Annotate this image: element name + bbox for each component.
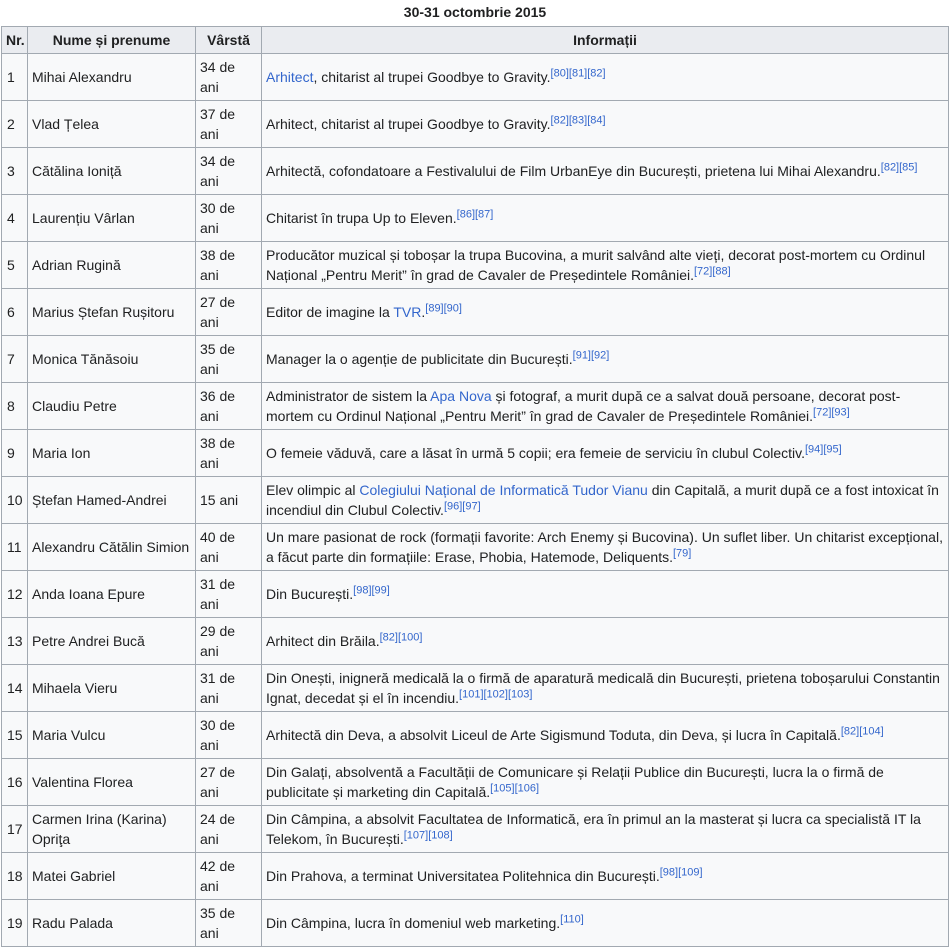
cell-nr: 17 (2, 806, 28, 853)
cell-age: 34 de ani (196, 148, 262, 195)
reference-note (457, 208, 494, 220)
table-row (2, 148, 949, 195)
table-body (2, 54, 949, 947)
reference-note (551, 67, 606, 79)
cell-nr: 4 (2, 195, 28, 242)
table-caption: 30-31 octombrie 2015 (403, 4, 547, 20)
cell-nr: 3 (2, 148, 28, 195)
info-text: Din Onești, inigneră medicală la o firmă de aparatură medicală din București, prietena toboșarului Constantin Ignat, decedat și el în incendiu. (266, 670, 940, 706)
reference-note (881, 161, 918, 173)
cell-age: 31 de ani (196, 665, 262, 712)
reference-note (573, 349, 610, 361)
cell-info (262, 383, 949, 430)
reference-note (660, 866, 703, 878)
cell-age: 27 de ani (196, 289, 262, 336)
cell-name: Alexandru Cătălin Simion (28, 524, 196, 571)
reference-note (673, 547, 691, 559)
reference-link[interactable]: [79] (673, 547, 692, 560)
reference-link[interactable]: [82][100] (379, 631, 423, 644)
info-text: Din Câmpina, a absolvit Facultatea de Informatică, era în primul an la masterat și lucra ca specialistă IT la Telekom, în București. (266, 811, 921, 847)
header-row (2, 27, 949, 54)
info-text: Din Galați, absolventă a Facultății de Comunicare și Relații Publice din București, lucra la o firmă de publicitate și marketing din Capitală. (266, 764, 884, 800)
header-age: Vârstă (196, 27, 262, 54)
table-row (2, 524, 949, 571)
cell-nr: 9 (2, 430, 28, 477)
info-text: Din Prahova, a terminat Universitatea Politehnica din București. (266, 868, 660, 884)
info-text: Arhitect, chitarist al trupei Goodbye to Gravity. (266, 116, 551, 132)
table-row (2, 759, 949, 806)
table-row (2, 289, 949, 336)
cell-name: Valentina Florea (28, 759, 196, 806)
cell-age: 36 de ani (196, 383, 262, 430)
reference-link[interactable]: [110] (560, 913, 584, 926)
cell-name: Maria Ion (28, 430, 196, 477)
reference-link[interactable]: [101][102][103] (459, 688, 533, 701)
cell-nr: 11 (2, 524, 28, 571)
reference-link[interactable]: [82][85] (880, 161, 918, 174)
cell-info (262, 477, 949, 524)
reference-link[interactable]: [98][99] (353, 584, 390, 597)
cell-nr: 2 (2, 101, 28, 148)
cell-age: 34 de ani (196, 54, 262, 101)
cell-nr: 13 (2, 618, 28, 665)
table-row (2, 383, 949, 430)
cell-info (262, 430, 949, 477)
cell-name: Marius Ștefan Rușitoru (28, 289, 196, 336)
table-row (2, 477, 949, 524)
cell-nr: 6 (2, 289, 28, 336)
cell-nr: 19 (2, 900, 28, 947)
reference-link[interactable]: [86][87] (456, 208, 494, 221)
reference-link[interactable]: [89][90] (425, 302, 462, 315)
info-link[interactable]: TVR (393, 304, 422, 320)
info-link[interactable]: Apa Nova (430, 388, 492, 404)
table-row (2, 853, 949, 900)
info-text: Manager la o agenție de publicitate din București. (266, 351, 573, 367)
reference-link[interactable]: [80][81][82] (550, 67, 606, 80)
reference-note (841, 725, 884, 737)
cell-age: 24 de ani (196, 806, 262, 853)
cell-info (262, 101, 949, 148)
cell-nr: 16 (2, 759, 28, 806)
cell-info (262, 148, 949, 195)
cell-age: 35 de ani (196, 900, 262, 947)
cell-nr: 18 (2, 853, 28, 900)
reference-link[interactable]: [72][88] (694, 265, 731, 278)
cell-nr: 12 (2, 571, 28, 618)
cell-age: 31 de ani (196, 571, 262, 618)
table-row (2, 618, 949, 665)
cell-age: 37 de ani (196, 101, 262, 148)
victims-table (1, 0, 949, 947)
info-text: și fotograf, a murit după ce a salvat două persoane, decorat post-mortem cu Ordinul Național „Pentru Merit” în grad de Cavaler de Președintele României. (266, 388, 901, 424)
header-name: Nume și prenume (28, 27, 196, 54)
cell-age: 29 de ani (196, 618, 262, 665)
cell-info (262, 853, 949, 900)
reference-link[interactable]: [94][95] (805, 443, 842, 456)
cell-age: 40 de ani (196, 524, 262, 571)
info-text: Chitarist în trupa Up to Eleven. (266, 210, 457, 226)
cell-age: 35 de ani (196, 336, 262, 383)
reference-note (353, 584, 390, 596)
info-text: Producător muzical și toboșar la trupa Bucovina, a murit salvând alte vieți, decorat post-mortem cu Ordinul Național „Pentru Merit” în grad de Cavaler de Președintele României. (266, 247, 926, 283)
info-text: Arhitect din Brăila. (266, 633, 380, 649)
reference-note (560, 913, 584, 925)
cell-name: Mihaela Vieru (28, 665, 196, 712)
cell-age: 38 de ani (196, 430, 262, 477)
cell-age: 42 de ani (196, 853, 262, 900)
table-row (2, 571, 949, 618)
reference-link[interactable]: [82][104] (840, 725, 884, 738)
cell-name: Mihai Alexandru (28, 54, 196, 101)
info-text: Arhitectă, cofondatoare a Festivalului de Film UrbanEye din București, prietena lui Mihai Alexandru. (266, 163, 881, 179)
cell-info (262, 618, 949, 665)
cell-name: Claudiu Petre (28, 383, 196, 430)
cell-nr: 10 (2, 477, 28, 524)
cell-age: 38 de ani (196, 242, 262, 289)
cell-name: Monica Tănăsoiu (28, 336, 196, 383)
table-row (2, 101, 949, 148)
reference-note (404, 829, 453, 841)
table-row (2, 806, 949, 853)
cell-name: Laurențiu Vârlan (28, 195, 196, 242)
cell-info (262, 759, 949, 806)
info-text: din Capitală, a murit după ce a fost intoxicat în incendiul din Clubul Colectiv. (266, 482, 939, 518)
info-link[interactable]: Colegiului Național de Informatică Tudor Vianu (359, 482, 648, 498)
cell-age: 30 de ani (196, 195, 262, 242)
cell-nr: 8 (2, 383, 28, 430)
info-text: , chitarist al trupei Goodbye to Gravity. (313, 69, 551, 85)
cell-nr: 1 (2, 54, 28, 101)
cell-name: Anda Ioana Epure (28, 571, 196, 618)
table-row (2, 900, 949, 947)
cell-name: Radu Palada (28, 900, 196, 947)
info-text: Editor de imagine la (266, 304, 394, 320)
cell-name: Cătălina Ioniță (28, 148, 196, 195)
reference-note (380, 631, 423, 643)
cell-info (262, 195, 949, 242)
cell-name: Maria Vulcu (28, 712, 196, 759)
cell-info (262, 54, 949, 101)
cell-name: Adrian Rugină (28, 242, 196, 289)
info-text: Arhitectă din Deva, a absolvit Liceul de Arte Sigismund Toduta, din Deva, și lucra în Capitală. (266, 727, 841, 743)
info-text: Elev olimpic al (266, 482, 360, 498)
cell-info (262, 242, 949, 289)
reference-link[interactable]: [98][109] (659, 866, 703, 879)
info-text: Din Câmpina, lucra în domeniul web marketing. (266, 915, 561, 931)
table-row (2, 665, 949, 712)
info-text: Un mare pasionat de rock (formații favorite: Arch Enemy și Bucovina). Un suflet liber. Un chitarist excepțional, a făcut parte din formațiile: Erase, Phobia, Hatemode, Deliquents. (266, 529, 943, 565)
reference-link[interactable]: [72][93] (813, 406, 850, 419)
header-nr: Nr. (2, 27, 28, 54)
info-link[interactable]: Arhitect (266, 69, 314, 85)
info-text: . (421, 304, 426, 320)
reference-link[interactable]: [91][92] (572, 349, 610, 362)
reference-link[interactable]: [105][106] (490, 782, 540, 795)
reference-link[interactable]: [96][97] (443, 500, 481, 513)
cell-nr: 14 (2, 665, 28, 712)
cell-info (262, 806, 949, 853)
reference-note (813, 406, 850, 418)
cell-name: Carmen Irina (Karina) Opriţa (28, 806, 196, 853)
cell-age: 27 de ani (196, 759, 262, 806)
reference-note (805, 443, 842, 455)
table-row (2, 336, 949, 383)
info-text: Din București. (266, 586, 354, 602)
reference-link[interactable]: [107][108] (403, 829, 453, 842)
cell-info (262, 665, 949, 712)
table-row (2, 242, 949, 289)
cell-nr: 5 (2, 242, 28, 289)
cell-nr: 15 (2, 712, 28, 759)
table-row (2, 54, 949, 101)
reference-note (459, 688, 532, 700)
reference-note (490, 782, 539, 794)
cell-info (262, 900, 949, 947)
cell-name: Ștefan Hamed-Andrei (28, 477, 196, 524)
info-text: O femeie văduvă, care a lăsat în urmă 5 copii; era femeie de serviciu în clubul Colectiv. (266, 445, 805, 461)
reference-note (551, 114, 606, 126)
cell-name: Petre Andrei Bucă (28, 618, 196, 665)
reference-note (694, 265, 731, 277)
table-row (2, 430, 949, 477)
header-info: Informații (262, 27, 949, 54)
cell-info (262, 336, 949, 383)
cell-nr: 7 (2, 336, 28, 383)
cell-info (262, 712, 949, 759)
table-row (2, 195, 949, 242)
table-row (2, 712, 949, 759)
cell-age: 15 ani (196, 477, 262, 524)
cell-name: Vlad Țelea (28, 101, 196, 148)
cell-info (262, 289, 949, 336)
cell-name: Matei Gabriel (28, 853, 196, 900)
info-text: Administrator de sistem la (266, 388, 431, 404)
cell-info (262, 571, 949, 618)
reference-note (425, 302, 462, 314)
reference-note (444, 500, 481, 512)
reference-link[interactable]: [82][83][84] (550, 114, 606, 127)
cell-age: 30 de ani (196, 712, 262, 759)
cell-info (262, 524, 949, 571)
